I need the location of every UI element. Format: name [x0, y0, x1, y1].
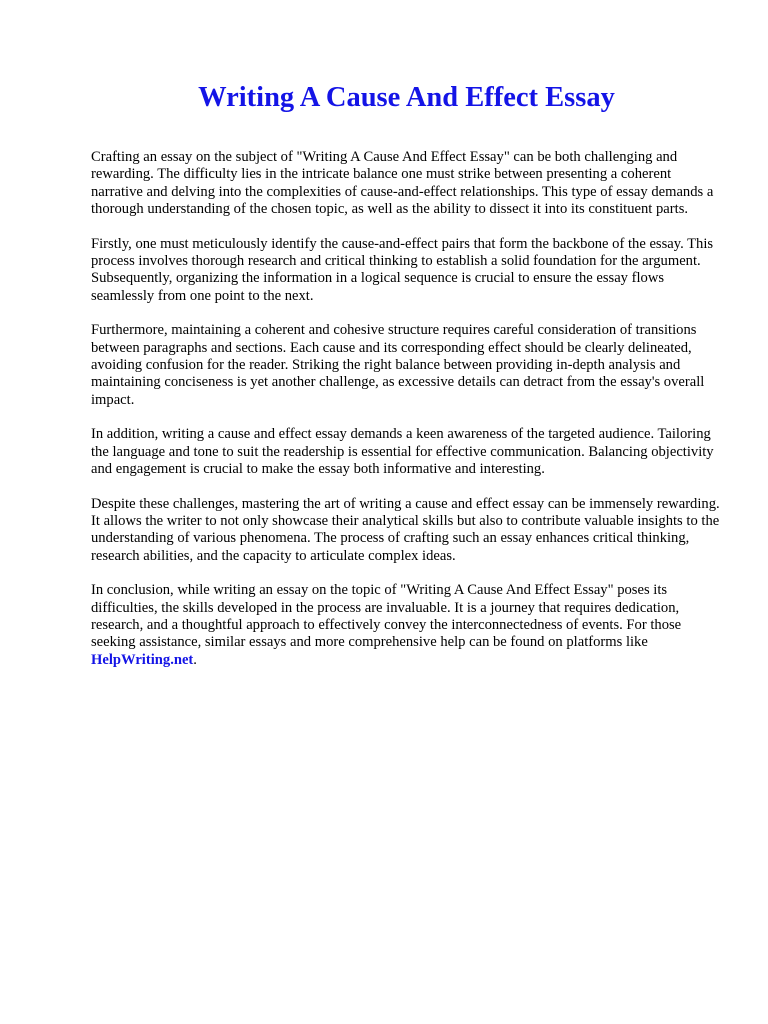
- paragraph-firstly: Firstly, one must meticulously identify the cause-and-effect pairs that form the backbone of the essay. This process involves thorough research and critical thinking to establish a solid foundation for the argument. Subsequently, organizing the information in a logical sequence is crucial to ensure the essay flows seamlessly from one point to the next.: [91, 235, 714, 304]
- paragraph-intro: Crafting an essay on the subject of "Writing A Cause And Effect Essay" can be both challenging and rewarding. The difficulty lies in the intricate balance one must strike between presenting a coherent narrative and delving into the complexities of cause-and-effect relationships. This type of essay demands a thorough understanding of the chosen topic, as well as the ability to dissect it into its constituent parts.: [91, 149, 714, 218]
- conclusion-text: In conclusion, while writing an essay on the topic of "Writing A Cause And Effect Essay" poses its difficulties, the skills developed in the process are invaluable. It is a journey that requires dedication, research, and a thoughtful approach to effectively convey the interconnectedness of events. For those seeking assistance, similar essays and more comprehensive help can be found on platforms like: [91, 582, 682, 651]
- conclusion-period: .: [193, 651, 197, 668]
- paragraph-conclusion: [91, 582, 724, 669]
- document-title: Writing A Cause And Effect Essay: [198, 82, 615, 113]
- paragraph-despite: Despite these challenges, mastering the art of writing a cause and effect essay can be immensely rewarding. It allows the writer to not only showcase their analytical skills but also to contribute valuable insights to the understanding of various phenomena. The process of crafting such an essay enhances critical thinking, research abilities, and the capacity to articulate complex ideas.: [91, 495, 720, 564]
- paragraph-in-addition: In addition, writing a cause and effect essay demands a keen awareness of the targeted audience. Tailoring the language and tone to suit the readership is essential for effective communication. Balancing objectivity and engagement is crucial to make the essay both informative and interesting.: [91, 426, 714, 478]
- paragraph-furthermore: Furthermore, maintaining a coherent and cohesive structure requires careful consideration of transitions between paragraphs and sections. Each cause and its corresponding effect should be clearly delineated, avoiding confusion for the reader. Striking the right balance between providing in-depth analysis and maintaining conciseness is yet another challenge, as excessive details can detract from the essay's overall impact.: [91, 322, 705, 408]
- helpwriting-link[interactable]: HelpWriting.net: [91, 651, 194, 668]
